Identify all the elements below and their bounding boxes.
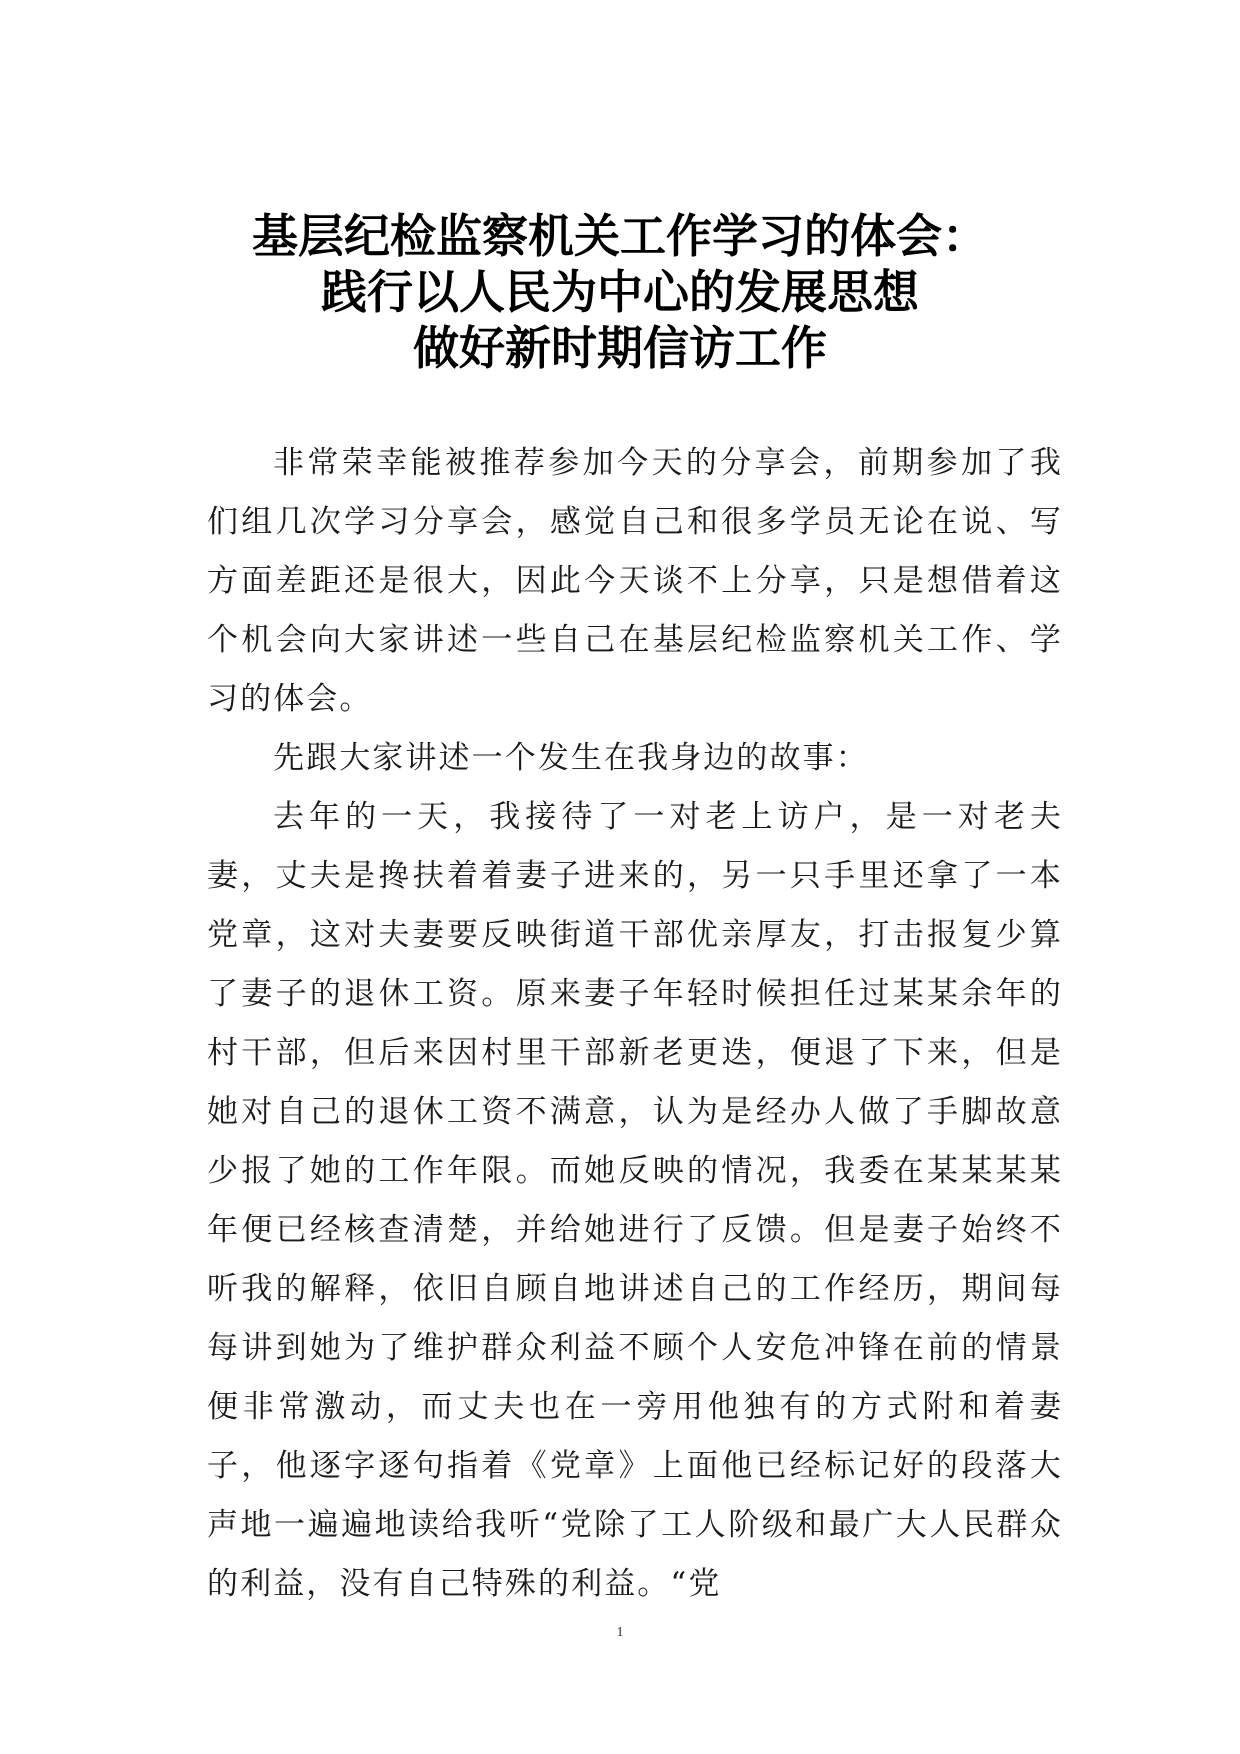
- paragraph-story: 去年的一天，我接待了一对老上访户，是一对老夫妻，丈夫是搀扶着着妻子进来的，另一只手里还拿了一本党章，这对夫妻要反映街道干部优亲厚友，打击报复少算了妻子的退休工资。原来妻子年轻时候担任过某某余年的村干部，但后来因村里干部新老更迭，便退了下来，但是她对自己的退休工资不满意，认为是经办人做了手脚故意少报了她的工作年限。而她反映的情况，我委在某某某某年便已经核查清楚，并给她进行了反馈。但是妻子始终不听我的解释，依旧自顾自地讲述自己的工作经历，期间每每讲到她为了维护群众利益不顾个人安危冲锋在前的情景便非常激动，而丈夫也在一旁用他独有的方式附和着妻子，他逐字逐句指着《党章》上面他已经标记好的段落大声地一遍遍地读给我听“党除了工人阶级和最广大人民群众的利益，没有自己特殊的利益。“党: [207, 799, 1063, 1602]
- paragraph-intro: 非常荣幸能被推荐参加今天的分享会，前期参加了我们组几次学习分享会，感觉自己和很多学员无论在说、写方面差距还是很大，因此今天谈不上分享，只是想借着这个机会向大家讲述一些自己在基层纪检监察机关工作、学习的体会。: [207, 445, 1063, 717]
- document-title: [0, 208, 1240, 376]
- page-number: 1: [616, 1625, 624, 1640]
- document-body: [207, 434, 1063, 1614]
- paragraph-story-lead: 先跟大家讲述一个发生在我身边的故事：: [273, 740, 869, 776]
- title-line-3: 做好新时期信访工作: [413, 321, 827, 375]
- title-line-1: 基层纪检监察机关工作学习的体会：: [252, 209, 988, 263]
- title-line-2: 践行以人民为中心的发展思想: [321, 265, 919, 319]
